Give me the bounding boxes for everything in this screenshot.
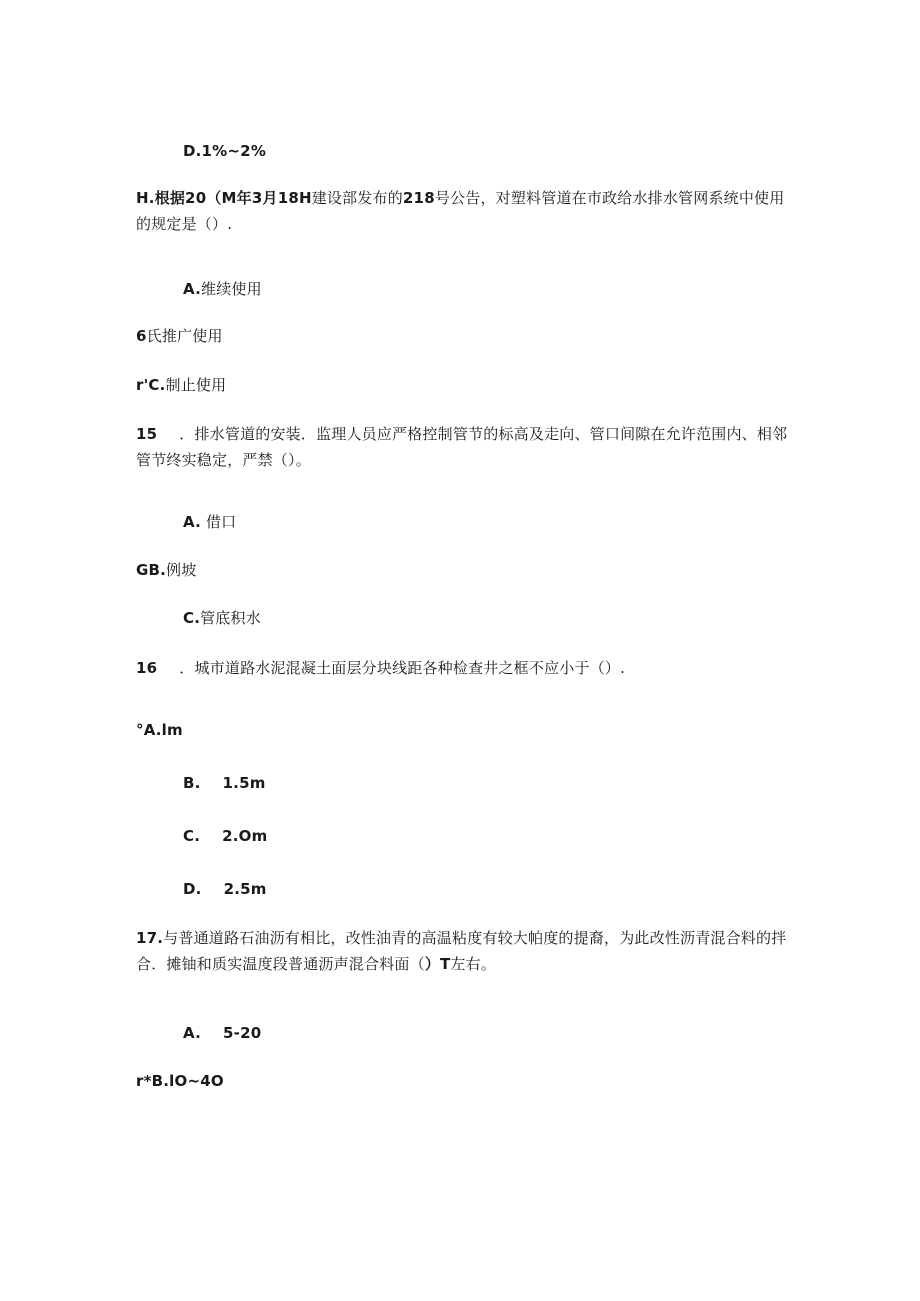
option-line (183, 139, 266, 163)
option-line (183, 606, 261, 630)
question-body: 建设部发布的 (311, 189, 403, 207)
question-body: ．排水管道的安装．监理人员应严格控制管节的标高及走向、管口间隙在允许范围内、相邻管节终实稳定，严禁（）。 (136, 425, 788, 469)
question-text (136, 421, 796, 473)
option-lead: A. (183, 1024, 201, 1042)
option-text: 1.5m (222, 774, 266, 792)
option-text: 氏推广使用 (146, 327, 223, 345)
option-lead: A. (183, 280, 201, 298)
option-lead: °A.lm (136, 721, 183, 739)
option-line (136, 558, 196, 582)
question-number: 17. (136, 929, 164, 947)
option-lead: D. (183, 880, 202, 898)
option-text: 5-20 (223, 1024, 262, 1042)
option-line (136, 373, 226, 397)
option-line (183, 510, 236, 534)
option-line (136, 718, 183, 742)
question-number: 15 (136, 425, 158, 443)
question-inline-mark: ）T (424, 955, 451, 973)
option-line (183, 1021, 261, 1045)
question-number: H.根据20（M年3月18H (136, 189, 312, 207)
option-lead: r'C. (136, 376, 166, 394)
option-text: 管底积水 (200, 609, 261, 627)
option-lead: C. (183, 827, 201, 845)
option-text: 借口 (205, 513, 237, 531)
option-lead: B. (183, 774, 201, 792)
option-text: 例坡 (166, 561, 197, 579)
option-lead: r*B.lO~4O (136, 1072, 224, 1090)
option-line (183, 771, 266, 795)
question-body: ．城市道路水泥混凝土面层分块线距各种检查井之框不应小于（）. (179, 659, 626, 677)
question-body-continued: 号公告，对塑料管道在市政给水排水管网系统中使用的规定是（）. (136, 189, 785, 233)
question-number-inline: 218 (402, 189, 435, 207)
option-line (136, 324, 223, 348)
question-number: 16 (136, 659, 158, 677)
question-body-continued: 左右。 (450, 955, 497, 973)
option-text: 制止使用 (165, 376, 227, 394)
option-lead: D.1%~2% (183, 142, 267, 160)
option-line (183, 877, 267, 901)
option-text: 维续使用 (201, 280, 262, 298)
option-line (183, 277, 262, 301)
question-text (136, 185, 796, 237)
option-text: 2.Om (222, 827, 268, 845)
option-text: 2.5m (223, 880, 267, 898)
question-body: 与普通道路石油沥有相比，改性油青的高温粘度有较大帕度的提裔，为此改性沥青混合料的拌合．摊铀和质实温度段普通沥声混合料面（ (136, 929, 787, 973)
option-line (183, 824, 267, 848)
option-lead: GB. (136, 561, 167, 579)
question-text (136, 655, 796, 681)
option-lead: C. (183, 609, 201, 627)
option-lead: 6 (136, 327, 147, 345)
question-text (136, 925, 796, 977)
option-line (136, 1069, 224, 1093)
option-lead: A. (183, 513, 201, 531)
